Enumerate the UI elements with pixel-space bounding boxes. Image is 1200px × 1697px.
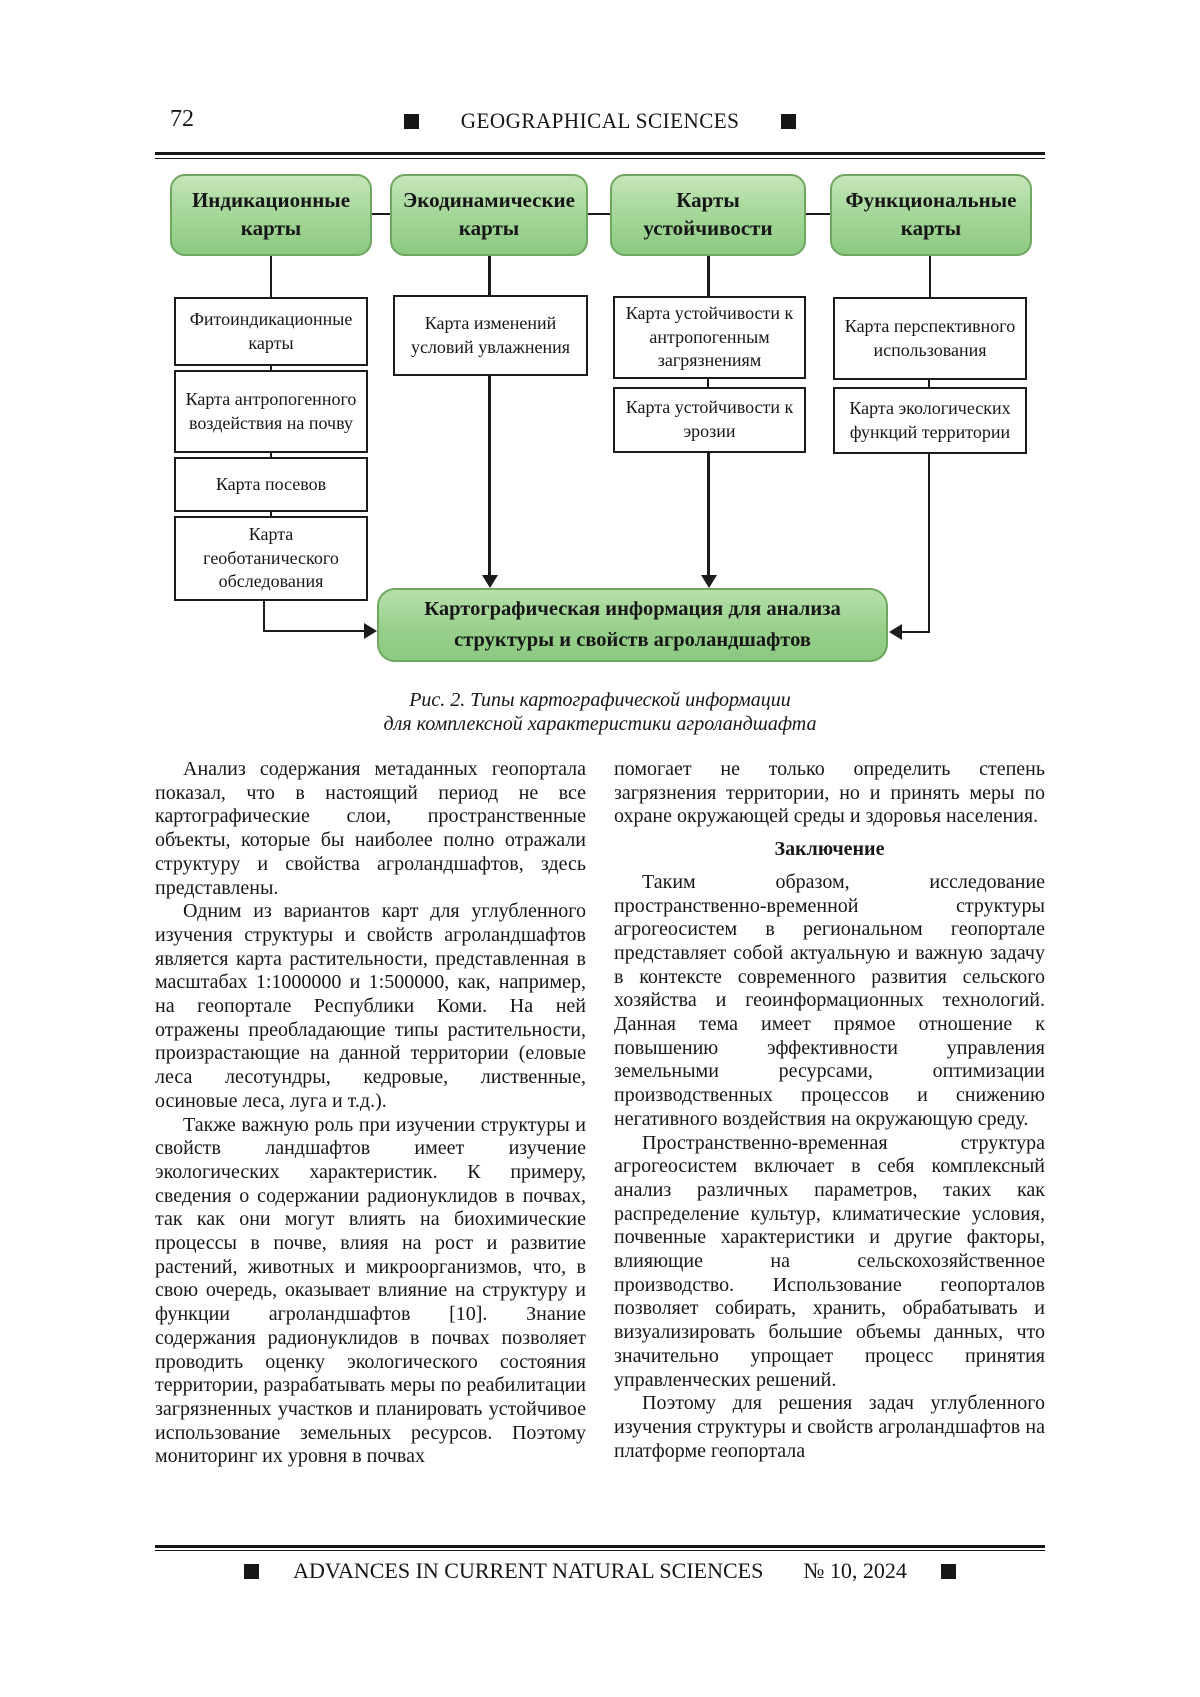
footer-square-right-icon	[941, 1564, 956, 1579]
figure-caption	[155, 688, 1045, 737]
connector-g3-down	[707, 256, 710, 296]
connector-g1-down	[270, 256, 272, 297]
box-stability-maps: Карты устойчивости	[610, 174, 806, 256]
box-crops: Карта посевов	[174, 457, 368, 512]
box-indication-maps: Индикационные карты	[170, 174, 372, 256]
footer-square-left-icon	[244, 1564, 259, 1579]
arrowhead-down-c3-icon	[701, 575, 717, 588]
body-column-left	[155, 758, 586, 1469]
paragraph: Таким образом, исследование пространственно-временной структуры агрогеосистем в региональном геопортале представляет собой актуальную и важную задачу в контексте современного развития сельского хозяйства и геоинформационных технологий. Данная тема имеет прямое отношение к повышению эффективности управления земельными ресурсами, оптимизации производственных процессов и снижению негативного воздействия на окружающую среду.	[614, 870, 1045, 1130]
paragraph: Анализ содержания метаданных геопортала показал, что в настоящий период не все картографические слои, пространственные объекты, которые бы наиболее полно отражали структуру и свойства агроландшафтов, здесь представлены.	[155, 758, 586, 899]
connector-c4-horizontal	[902, 631, 930, 633]
arrowhead-left-c4-icon	[889, 624, 902, 640]
connector-c4-a	[928, 380, 930, 387]
journal-issue: № 10, 2024	[803, 1558, 907, 1583]
connector-c3-down	[707, 453, 710, 576]
connector-c1-down	[263, 601, 265, 632]
box-result: Картографическая информация для анализа структуры и свойств агроландшафтов	[377, 588, 888, 662]
journal-title: ADVANCES IN CURRENT NATURAL SCIENCES	[293, 1558, 764, 1583]
section-heading-conclusion: Заключение	[774, 838, 885, 861]
header-square-left-icon	[404, 114, 419, 129]
arrowhead-right-c1-icon	[364, 623, 377, 639]
running-header-title: GEOGRAPHICAL SCIENCES	[460, 108, 740, 133]
box-ecological-functions: Карта экологических функций территории	[833, 387, 1027, 454]
header-rule	[155, 152, 1045, 159]
paragraph: Одним из вариантов карт для углубленного изучения структуры и свойств агроландшафтов является карта растительности, представленная в масштабах 1:1000000 и 1:500000, как, например, на геопортале Республики Коми. На ней отражены преобладающие типы растительности, произрастающие на данной территории (еловые леса лесотундры, кедровые, лиственные, осиновые леса, луга и т.д.).	[155, 900, 586, 1112]
box-anthropogenic-impact: Карта антропогенного воздействия на почву	[174, 370, 368, 453]
connector-c1-horizontal	[263, 630, 365, 632]
connector-c4-down	[928, 454, 930, 633]
box-functional-maps: Функциональные карты	[830, 174, 1032, 256]
connector-g2-g3	[588, 213, 610, 215]
box-stability-pollution: Карта устойчивости к антропогенным загрязнениям	[613, 296, 806, 379]
connector-c2-down	[488, 376, 491, 576]
connector-g4-down	[929, 256, 931, 297]
figure-caption-line1: Рис. 2. Типы картографической информации	[409, 689, 791, 711]
connector-g1-g2	[372, 213, 390, 215]
paragraph: Также важную роль при изучении структуры и свойств ландшафтов имеет изучение экологических характеристик. К примеру, сведения о содержании радионуклидов в почвах, так как они могут влиять на биохимические процессы в почве, влияя на рост и развитие растений, животных и микроорганизмов, что, в свою очередь, оказывает влияние на структуру и функции агроландшафтов [10]. Знание содержания радионуклидов в почвах позволяет проводить оценку экологического состояния территории, разрабатывать меры по реабилитации загрязненных участков и планировать устойчивое использование земельных ресурсов. Поэтому мониторинг их уровня в почвах	[155, 1113, 586, 1468]
box-moisture-change: Карта изменений условий увлажнения	[393, 295, 588, 376]
footer-rule	[155, 1545, 1045, 1551]
box-geobotanical: Карта геоботанического обследования	[174, 516, 368, 601]
box-perspective-use: Карта перспективного использования	[833, 297, 1027, 380]
paragraph: помогает не только определить степень загрязнения территории, но и принять меры по охране окружающей среды и здоровья населения.	[614, 758, 1045, 828]
box-phytoindication: Фитоиндикационные карты	[174, 297, 368, 366]
page-number: 72	[170, 106, 194, 132]
box-stability-erosion: Карта устойчивости к эрозии	[613, 387, 806, 453]
header-square-right-icon	[781, 114, 796, 129]
paragraph: Пространственно-временная структура агрогеосистем включает в себя комплексный анализ различных параметров, таких как распределение культур, климатические условия, почвенные характеристики и другие факторы, влияющие на сельскохозяйственное производство. Использование геопорталов позволяет собирать, хранить, обрабатывать и визуализировать большие объемы данных, что значительно упрощает процесс принятия управленческих решений.	[614, 1131, 1045, 1391]
connector-c3-a	[707, 379, 709, 387]
box-ecodynamic-maps: Экодинамические карты	[390, 174, 588, 256]
journal-footer	[155, 1558, 1045, 1584]
paragraph: Поэтому для решения задач углубленного изучения структуры и свойств агроландшафтов на платформе геопортала	[614, 1392, 1045, 1462]
connector-g3-g4	[806, 213, 830, 215]
body-column-right	[614, 758, 1045, 1463]
connector-g2-down	[488, 256, 491, 295]
arrowhead-down-c2-icon	[482, 575, 498, 588]
figure-caption-line2: для комплексной характеристики агроландшафта	[383, 713, 817, 736]
running-header	[155, 108, 1045, 134]
